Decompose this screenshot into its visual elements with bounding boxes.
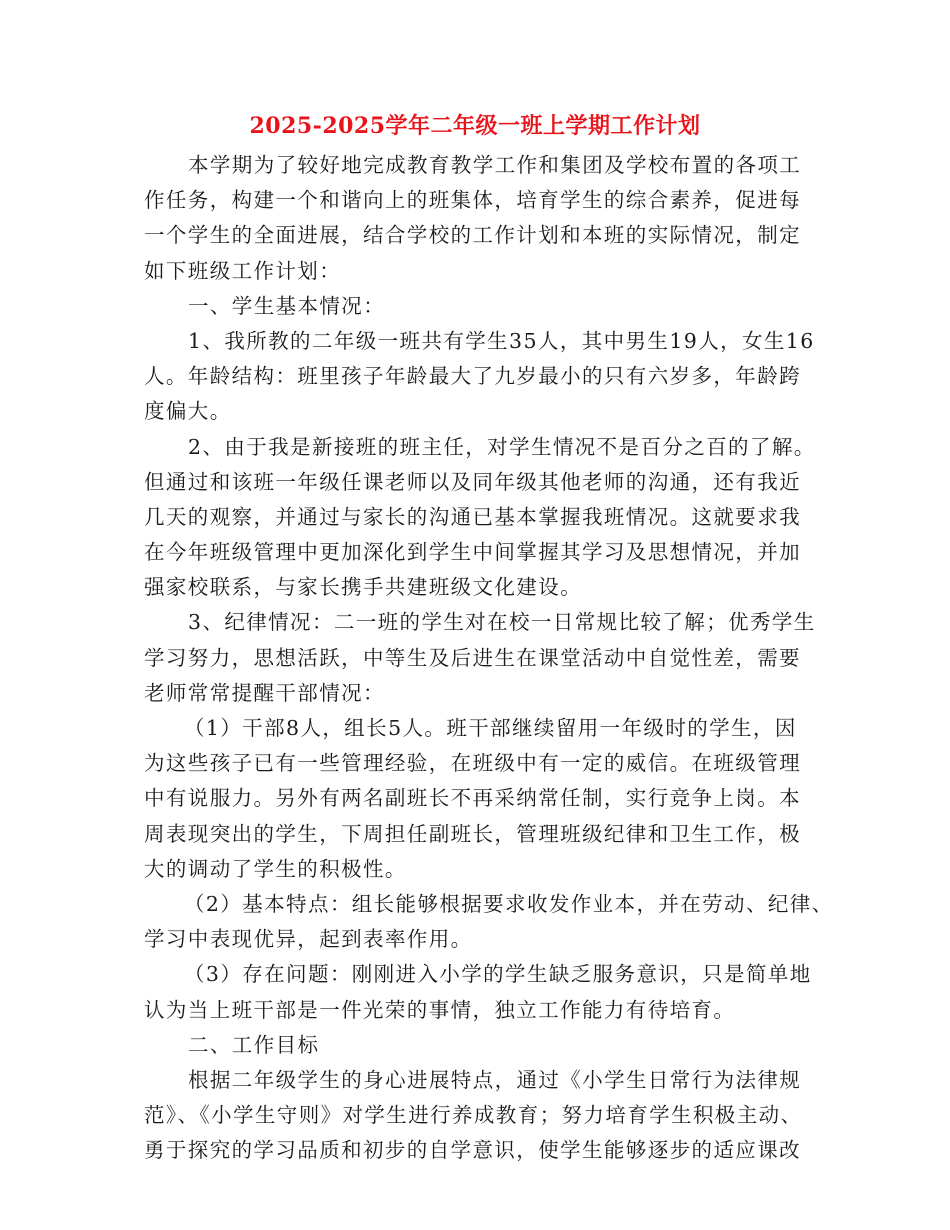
text-line: 学习中表现优异，起到表率作用。 xyxy=(144,927,473,952)
text-line: 一、学生基本情况： xyxy=(188,293,386,318)
text-line: 本学期为了较好地完成教育教学工作和集团及学校布置的各项工 xyxy=(188,153,802,177)
text-line: 周表现突出的学生，下周担任副班长，管理班级纪律和卫生工作，极 xyxy=(144,821,801,846)
text-line: 范》、《小学生守则》对学生进行养成教育；努力培育学生积极主动、 xyxy=(144,1103,803,1128)
text-line: 勇于探究的学习品质和初步的自学意识，使学生能够逐步的适应课改 xyxy=(144,1138,801,1163)
text-line: 如下班级工作计划： xyxy=(144,258,342,283)
text-line: 作任务，构建一个和谐向上的班集体，培育学生的综合素养，促进每 xyxy=(144,188,801,213)
text-line: 中有说服力。另外有两名副班长不再采纳常任制，实行竞争上岗。本 xyxy=(144,786,801,811)
text-line: 人。年龄结构：班里孩子年龄最大了九岁最小的只有六岁多，年龄跨 xyxy=(144,364,801,389)
text-line: 一个学生的全面进展，结合学校的工作计划和本班的实际情况，制定 xyxy=(144,223,801,248)
text-line: 2、由于我是新接班的班主任，对学生情况不是百分之百的了解。 xyxy=(188,434,816,459)
text-line: 度偏大。 xyxy=(144,399,232,424)
text-line: 1、我所教的二年级一班共有学生35人，其中男生19人，女生16 xyxy=(188,328,815,353)
text-line: 但通过和该班一年级任课老师以及同年级其他老师的沟通，还有我近 xyxy=(144,469,801,494)
text-line: 二、工作目标 xyxy=(188,1032,320,1057)
text-line: 为这些孩子已有一些管理经验，在班级中有一定的威信。在班级管理 xyxy=(144,751,801,776)
text-line: 认为当上班干部是一件光荣的事情，独立工作能力有待培育。 xyxy=(144,997,736,1022)
text-line: （1）干部8人，组长5人。班干部继续留用一年级时的学生，因 xyxy=(184,716,797,740)
text-line: （2）基本特点：组长能够根据要求收发作业本，并在劳动、纪律、 xyxy=(184,891,834,916)
text-line: 强家校联系，与家长携手共建班级文化建设。 xyxy=(144,575,582,600)
text-line: 根据二年级学生的身心进展特点，通过《小学生日常行为法律规 xyxy=(188,1067,802,1092)
text-line: 学习努力，思想活跃，中等生及后进生在课堂活动中自觉性差，需要 xyxy=(144,645,801,670)
text-line: 3、纪律情况：二一班的学生对在校一日常规比较了解；优秀学生 xyxy=(188,610,816,635)
text-line: 老师常常提醒干部情况： xyxy=(144,680,385,705)
text-line: 大的调动了学生的积极性。 xyxy=(144,856,407,881)
text-line: （3）存在问题：刚刚进入小学的学生缺乏服务意识，只是简单地 xyxy=(184,962,812,987)
document-body xyxy=(144,148,834,1168)
text-line: 几天的观察，并通过与家长的沟通已基本掌握我班情况。这就要求我 xyxy=(144,504,801,529)
document-title: 2025-2025学年二年级一班上学期工作计划 xyxy=(249,113,701,139)
text-line: 在今年班级管理中更加深化到学生中间掌握其学习及思想情况，并加 xyxy=(144,540,801,565)
